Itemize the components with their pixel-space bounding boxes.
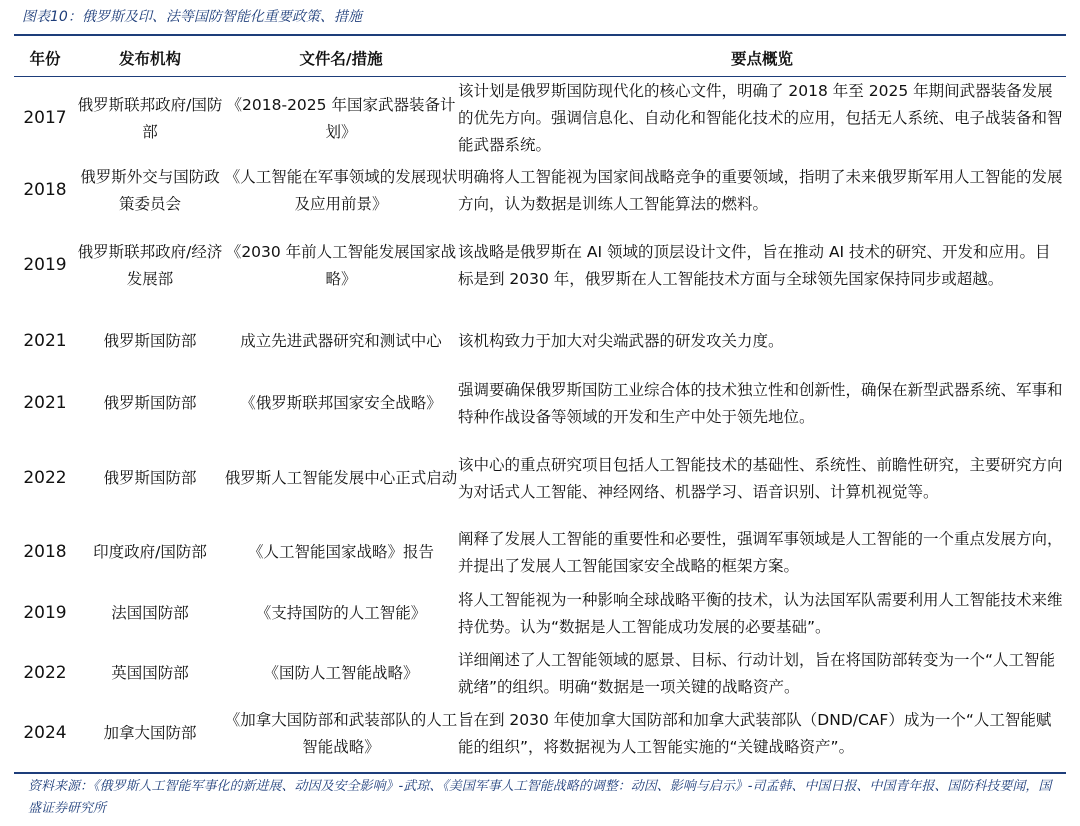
header-year: 年份 [14, 40, 76, 77]
source-note: 资料来源：《俄罗斯人工智能军事化的新进展、动因及安全影响》-武琼、《美国军事人工智能战略的调整：动因、影响与启示》-司孟韩、中国日报、中国青年报、国防科技要闻，国盛证券研究所 [28, 779, 1052, 816]
row-year: 2017 [23, 108, 67, 129]
row-org: 加拿大国防部 [103, 724, 197, 742]
row-summary: 该中心的重点研究项目包括人工智能技术的基础性、系统性、前瞻性研究，主要研究方向为对话式人工智能、神经网络、机器学习、语音识别、计算机视觉等。 [458, 455, 1063, 501]
row-summary: 强调要确保俄罗斯国防工业综合体的技术独立性和创新性，确保在新型武器系统、军事和特种作战设备等领域的开发和生产中处于领先地位。 [458, 380, 1063, 426]
header-summary: 要点概览 [458, 40, 1066, 77]
table-row [14, 311, 1066, 373]
table-row [14, 373, 1066, 435]
row-doc: 《人工智能在军事领域的发展现状及应用前景》 [224, 167, 458, 213]
row-org: 俄罗斯联邦政府/经济发展部 [77, 242, 223, 288]
policy-table [14, 40, 1066, 765]
row-year: 2021 [23, 393, 67, 413]
row-org: 俄罗斯国防部 [103, 332, 197, 350]
row-doc: 成立先进武器研究和测试中心 [240, 332, 442, 350]
row-year: 2019 [23, 603, 67, 623]
row-summary: 详细阐述了人工智能领域的愿景、目标、行动计划，旨在将国防部转变为一个“人工智能就绪”的组织。明确“数据是一项关键的战略资产。 [458, 650, 1056, 696]
row-summary: 将人工智能视为一种影响全球战略平衡的技术，认为法国军队需要利用人工智能技术来维持优势。认为“数据是人工智能成功发展的必要基础”。 [458, 590, 1063, 636]
row-doc: 《俄罗斯联邦国家安全战略》 [240, 394, 442, 412]
row-org: 法国国防部 [111, 604, 189, 622]
row-summary: 该战略是俄罗斯在 AI 领域的顶层设计文件，旨在推动 AI 技术的研究、开发和应用。目标是到 2030 年，俄罗斯在人工智能技术方面与全球领先国家保持同步或超越。 [458, 242, 1051, 288]
row-doc: 《支持国防的人工智能》 [255, 604, 427, 622]
row-doc: 《2030 年前人工智能发展国家战略》 [225, 242, 457, 288]
table-row [14, 77, 1066, 161]
row-year: 2019 [23, 255, 67, 275]
row-org: 俄罗斯国防部 [103, 394, 197, 412]
row-org: 英国国防部 [111, 664, 189, 682]
table-row [14, 435, 1066, 523]
row-year: 2022 [23, 468, 67, 488]
header-org: 发布机构 [76, 40, 224, 77]
row-summary: 该机构致力于加大对尖端武器的研发攻关力度。 [458, 332, 784, 350]
row-doc: 《人工智能国家战略》报告 [247, 543, 434, 561]
row-org: 俄罗斯外交与国防政策委员会 [80, 167, 220, 213]
table-row [14, 523, 1066, 583]
table-row [14, 161, 1066, 221]
table-row [14, 703, 1066, 765]
row-year: 2024 [23, 723, 67, 743]
top-rule [14, 34, 1066, 36]
header-row [14, 40, 1066, 77]
row-summary: 旨在到 2030 年使加拿大国防部和加拿大武装部队（DND/CAF）成为一个“人工智能赋能的组织”，将数据视为人工智能实施的“关键战略资产”。 [458, 710, 1052, 756]
row-summary: 该计划是俄罗斯国防现代化的核心文件，明确了 2018 年至 2025 年期间武器装备发展的优先方向。强调信息化、自动化和智能化技术的应用，包括无人系统、电子战装备和智能武器系统。 [458, 82, 1063, 155]
bottom-rule [14, 772, 1066, 774]
table-row [14, 583, 1066, 645]
row-org: 俄罗斯国防部 [103, 469, 197, 487]
row-year: 2018 [23, 180, 67, 200]
row-org: 印度政府/国防部 [93, 543, 207, 561]
table-row [14, 645, 1066, 703]
figure-title: 图表10：俄罗斯及印、法等国防智能化重要政策、措施 [22, 9, 362, 25]
row-org: 俄罗斯联邦政府/国防部 [77, 95, 223, 141]
row-year: 2021 [23, 331, 67, 351]
row-summary: 阐释了发展人工智能的重要性和必要性，强调军事领域是人工智能的一个重点发展方向，并提出了发展人工智能国家安全战略的框架方案。 [458, 529, 1063, 575]
header-doc: 文件名/措施 [224, 40, 458, 77]
row-year: 2018 [23, 542, 67, 562]
row-doc: 俄罗斯人工智能发展中心正式启动 [224, 469, 458, 487]
table-row [14, 221, 1066, 311]
row-doc: 《加拿大国防部和武装部队的人工智能战略》 [224, 710, 458, 756]
row-doc: 《2018-2025 年国家武器装备计划》 [226, 95, 456, 141]
row-summary: 明确将人工智能视为国家间战略竞争的重要领域，指明了未来俄罗斯军用人工智能的发展方向，认为数据是训练人工智能算法的燃料。 [458, 167, 1063, 213]
row-doc: 《国防人工智能战略》 [263, 664, 419, 682]
row-year: 2022 [23, 663, 67, 683]
